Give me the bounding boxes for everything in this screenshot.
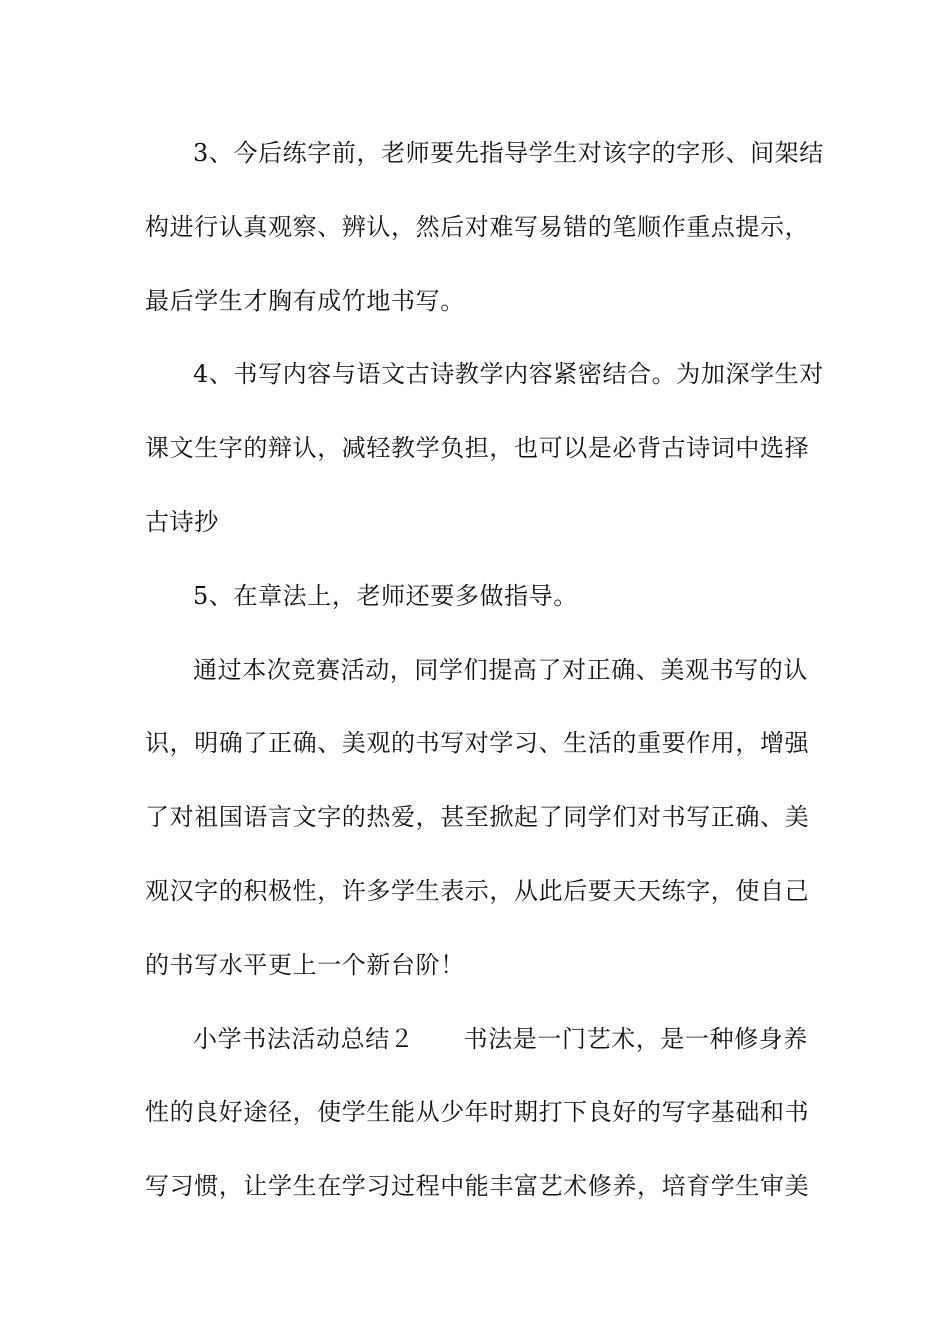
- text-line: 通过本次竞赛活动，同学们提高了对正确、美观书写的认: [193, 655, 808, 684]
- text-line: 课文生字的辩认，减轻教学负担，也可以是必背古诗词中选择: [145, 434, 810, 463]
- text-line: 观汉字的积极性，许多学生表示，从此后要天天练字，使自己: [145, 876, 810, 905]
- text-line: 最后学生才胸有成竹地书写。: [145, 286, 465, 315]
- text-line: 性的良好途径，使学生能从少年时期打下良好的写字基础和书: [145, 1098, 810, 1127]
- text-line: 4、书写内容与语文古诗教学内容紧密结合。为加深学生对: [193, 360, 824, 389]
- text-line: 的书写水平更上一个新台阶！: [145, 950, 465, 979]
- text-line: 了对祖国语言文字的热爱，甚至掀起了同学们对书写正确、美: [145, 803, 810, 832]
- text-line: 3、今后练字前，老师要先指导学生对该字的字形、间架结: [193, 139, 824, 167]
- text-line: 构进行认真观察、辨认，然后对难写易错的笔顺作重点提示，: [145, 212, 810, 241]
- text-line: 写习惯，让学生在学习过程中能丰富艺术修养，培育学生审美: [145, 1172, 810, 1201]
- text-line: 识，明确了正确、美观的书写对学习、生活的重要作用，增强: [145, 729, 810, 758]
- text-line: 5、在章法上，老师还要多做指导。: [193, 581, 578, 610]
- text-line: 小学书法活动总结２ 书法是一门艺术，是一种修身养: [193, 1024, 808, 1053]
- document-body: [145, 128, 824, 1235]
- text-line: 古诗抄: [145, 507, 219, 536]
